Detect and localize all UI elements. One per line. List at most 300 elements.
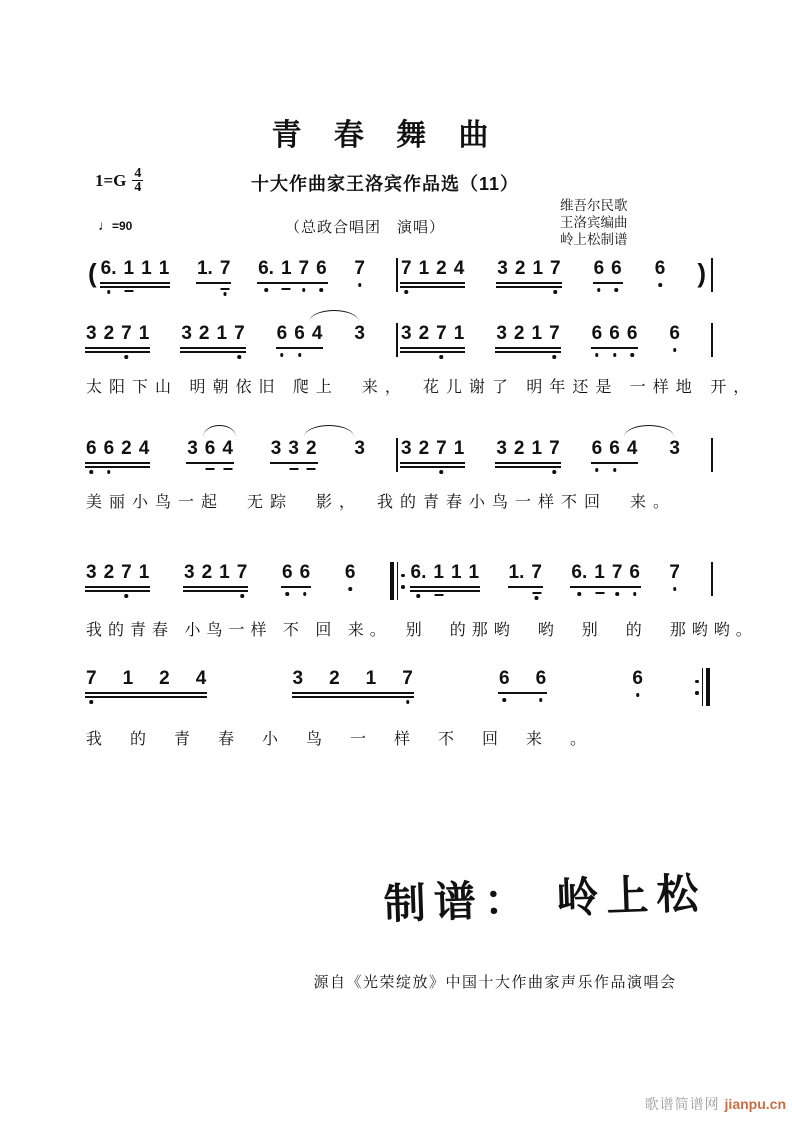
octave-marks [90, 470, 94, 474]
note [277, 323, 288, 345]
octave-marks [240, 594, 244, 598]
note [104, 562, 115, 584]
note [202, 562, 213, 584]
note-group [400, 258, 465, 280]
tie-arc [309, 310, 359, 322]
beam-line [85, 586, 150, 588]
note-number: 3 [496, 323, 507, 344]
note-group [410, 562, 481, 584]
note-number: 7 [234, 323, 245, 344]
note-number: 3 [401, 323, 412, 344]
note [655, 258, 666, 280]
note-number: 6 [632, 668, 643, 689]
note-number: 2 [513, 323, 525, 344]
note [159, 258, 170, 280]
octave-marks [90, 700, 94, 704]
octave-marks [636, 693, 640, 697]
octave-dot [358, 283, 362, 287]
octave-marks [613, 468, 617, 472]
site-watermark [645, 1094, 786, 1114]
octave-marks [264, 288, 268, 292]
measure [400, 323, 709, 345]
octave-marks [578, 592, 582, 596]
note-number: 7 [669, 562, 680, 583]
octave-marks [405, 290, 409, 294]
source-note: 源自《光荣绽放》中国十大作曲家声乐作品演唱会 [313, 974, 677, 991]
note-number: 6 [591, 438, 603, 459]
octave-marks [107, 470, 111, 474]
octave-dot [673, 348, 677, 352]
note-number: 1 [138, 562, 150, 583]
note-group [257, 258, 328, 280]
octave-marks [417, 594, 421, 598]
note-number: 7 [354, 258, 365, 279]
note [141, 258, 152, 280]
note [536, 668, 547, 690]
repeat-dots [695, 680, 699, 695]
octave-dot [90, 470, 94, 474]
note [496, 323, 507, 345]
note-group [85, 562, 150, 584]
note-number: 6. [410, 562, 427, 583]
score-system-5 [85, 668, 715, 749]
barline [711, 323, 713, 357]
time-signature-denominator: 4 [134, 180, 142, 195]
note-number: 7 [531, 562, 542, 583]
note [237, 562, 248, 584]
octave-marks [358, 283, 362, 287]
note-number: 3 [354, 323, 365, 344]
note [531, 438, 542, 460]
note-number: 3 [288, 438, 299, 459]
repeat-end-barline [695, 668, 710, 706]
octave-dot [125, 355, 129, 359]
thick-barline [706, 668, 710, 706]
beam-line [400, 462, 465, 464]
note [197, 258, 213, 280]
octave-marks [440, 355, 444, 359]
beam-line [85, 696, 207, 698]
note [366, 668, 377, 690]
note-number: 7 [401, 258, 412, 279]
note [281, 258, 292, 280]
key-signature: 1=G [95, 170, 127, 190]
octave-marks [630, 353, 634, 357]
note [86, 668, 97, 690]
note [669, 562, 680, 584]
octave-dot [298, 353, 302, 357]
note [288, 438, 299, 460]
repeat-dot [401, 574, 405, 578]
barline [396, 438, 398, 472]
octave-marks [553, 355, 557, 359]
credit-transcriber: 岭上松制谱 [560, 232, 628, 247]
note-number: 3 [86, 323, 97, 344]
note [402, 668, 413, 690]
barline [396, 258, 398, 292]
note-number: 1 [531, 438, 543, 459]
note [104, 323, 115, 345]
note [271, 438, 282, 460]
octave-dot [553, 355, 557, 359]
octave-dot [348, 587, 352, 591]
beam-dash [221, 288, 230, 290]
beam-line [495, 351, 560, 353]
barline [396, 323, 398, 357]
octave-marks [303, 592, 307, 596]
performer-note: （总政合唱团 演唱） [284, 219, 446, 236]
beam-line [591, 462, 639, 464]
octave-marks [503, 698, 507, 702]
note-group [591, 323, 639, 345]
beam-line [400, 466, 465, 468]
note [629, 562, 640, 584]
note [611, 258, 622, 280]
beam-dash [289, 468, 298, 470]
note [139, 438, 150, 460]
note-number: 3 [354, 438, 365, 459]
note-group [498, 668, 547, 690]
note-number: 3 [270, 438, 282, 459]
octave-dot [240, 594, 244, 598]
thin-barline [397, 562, 399, 600]
note-number: 6 [103, 438, 115, 459]
note-number: 7 [436, 438, 447, 459]
note [220, 258, 231, 280]
note [86, 438, 97, 460]
note [669, 438, 680, 460]
beam-line [183, 590, 248, 592]
octave-dot [417, 594, 421, 598]
note-number: 1 [468, 562, 480, 583]
note-group [668, 562, 681, 584]
beam-line [281, 586, 311, 588]
octave-marks [613, 353, 617, 357]
beam-line [400, 351, 465, 353]
measure [400, 438, 709, 460]
watermark-site-name: 歌谱简谱网 [644, 1096, 725, 1112]
octave-marks [658, 283, 662, 287]
beam-line [276, 347, 324, 349]
note [433, 562, 444, 584]
credits-block [560, 197, 628, 248]
note-number: 2 [103, 562, 115, 583]
octave-marks [673, 587, 677, 591]
beam-line [495, 462, 560, 464]
note-number: 7 [219, 258, 231, 279]
note-number: 6 [609, 323, 620, 344]
octave-marks [597, 288, 601, 292]
note [609, 438, 620, 460]
octave-dot [554, 290, 558, 294]
octave-dot [595, 353, 599, 357]
note [532, 258, 543, 280]
note-number: 3 [86, 562, 97, 583]
beam-dash [434, 594, 443, 596]
octave-dot [440, 355, 444, 359]
note-group [180, 323, 245, 345]
score-system-4 [85, 562, 758, 640]
note-number: 2 [513, 438, 525, 459]
octave-dot [107, 290, 111, 294]
credit-origin: 维吾尔民歌 [560, 198, 628, 213]
note [300, 562, 311, 584]
note [514, 323, 525, 345]
beam-line [196, 282, 231, 284]
note [531, 562, 542, 584]
beam-dash [206, 468, 215, 470]
octave-dot [280, 353, 284, 357]
beam-line [496, 282, 561, 284]
measure [85, 438, 394, 460]
song-title: 青 春 舞 曲 [271, 119, 501, 152]
note [121, 323, 132, 345]
note-number: 1 [122, 668, 134, 689]
octave-marks [223, 468, 232, 470]
note [531, 323, 542, 345]
note-number: 6. [100, 258, 117, 279]
octave-dot [90, 700, 94, 704]
octave-marks [434, 594, 443, 596]
note-number: 7 [436, 323, 447, 344]
note [312, 323, 323, 345]
note-group [668, 323, 681, 345]
note-number: 1 [216, 323, 228, 344]
note-group [508, 562, 543, 584]
note [496, 438, 507, 460]
beam-line [85, 351, 150, 353]
beam-line [183, 586, 248, 588]
note [669, 323, 680, 345]
note-group [591, 438, 639, 460]
note [627, 323, 638, 345]
note [196, 668, 207, 690]
octave-marks [406, 700, 410, 704]
beam-line [100, 286, 171, 288]
credit-arranger: 王洛宾编曲 [560, 215, 628, 230]
lyrics-line: 我的青春 小鸟一样 不 回 来。 别 的那哟 哟 别 的 那哟哟。 [86, 622, 758, 639]
octave-marks [206, 468, 215, 470]
note-number: 3 [187, 438, 198, 459]
note [499, 668, 510, 690]
note-number: 6 [499, 668, 510, 689]
note-number: 3 [496, 438, 507, 459]
note-group [186, 438, 234, 460]
lyrics-line: 太阳下山 明朝依旧 爬上 来， 花儿谢了 明年还是 一样地 开， [86, 379, 757, 396]
octave-dot [107, 470, 111, 474]
lyrics-line: 我的青春小鸟一样不回来。 [86, 731, 615, 748]
beam-line [508, 586, 543, 588]
beam-line [257, 282, 328, 284]
note [139, 562, 150, 584]
note [401, 258, 412, 280]
note-group [668, 438, 681, 460]
note [550, 258, 561, 280]
octave-dot [223, 292, 227, 296]
octave-marks [280, 353, 284, 357]
note-number: 1 [433, 562, 444, 583]
note [549, 323, 560, 345]
beam-line [180, 351, 245, 353]
repeat-dots [401, 574, 405, 589]
note-group [400, 438, 465, 460]
note-number: 3 [497, 258, 508, 279]
beam-line [85, 462, 150, 464]
note [354, 323, 365, 345]
measure [85, 323, 394, 345]
octave-marks [348, 587, 352, 591]
note [436, 438, 447, 460]
note-number: 4 [222, 438, 233, 459]
octave-marks [282, 288, 291, 290]
note-group [85, 323, 150, 345]
octave-dot [406, 700, 410, 704]
note-number: 4 [138, 438, 150, 459]
beam-line [186, 462, 234, 464]
beam-line [270, 462, 318, 464]
tie-arc [203, 425, 236, 437]
octave-marks [302, 288, 306, 292]
note [594, 258, 605, 280]
note-number: 2 [121, 438, 132, 459]
octave-dot [636, 693, 640, 697]
note-number: 1. [508, 562, 525, 583]
note-number: 6 [535, 668, 547, 689]
note [401, 323, 412, 345]
note-number: 1 [158, 258, 170, 279]
note [121, 438, 132, 460]
octave-marks [307, 468, 316, 470]
beam-line [495, 347, 560, 349]
octave-marks [298, 353, 302, 357]
note [451, 562, 462, 584]
beam-line [400, 286, 465, 288]
octave-marks [615, 592, 619, 596]
note-group [495, 438, 560, 460]
note-group [276, 323, 324, 345]
measure [85, 668, 690, 690]
note-group [593, 258, 623, 280]
note-number: 1 [531, 323, 543, 344]
note-number: 3 [292, 668, 304, 689]
octave-dot [658, 283, 662, 287]
note [181, 323, 192, 345]
note [139, 323, 150, 345]
note [609, 323, 620, 345]
note-number: 4 [311, 323, 323, 344]
key-time-signature [95, 167, 143, 194]
note [329, 668, 340, 690]
note [354, 438, 365, 460]
note-group [292, 668, 414, 690]
beam-line [570, 586, 641, 588]
octave-dot [503, 698, 507, 702]
note-number: 6 [591, 323, 603, 344]
note-group [400, 323, 465, 345]
open-paren: ( [88, 258, 97, 288]
note [258, 258, 274, 280]
octave-marks [673, 348, 677, 352]
beam-line [593, 282, 623, 284]
note [184, 562, 195, 584]
beam-line [410, 590, 481, 592]
octave-dot [539, 698, 543, 702]
note-number: 2 [329, 668, 340, 689]
note [454, 323, 465, 345]
beam-line [292, 692, 414, 694]
octave-marks [539, 698, 543, 702]
note [101, 258, 117, 280]
note-number: 1 [450, 562, 462, 583]
octave-dot [578, 592, 582, 596]
note [306, 438, 317, 460]
note-number: 1 [418, 258, 430, 279]
note [419, 258, 430, 280]
note-number: 6 [294, 323, 305, 344]
note [571, 562, 587, 584]
note-group [196, 258, 231, 280]
octave-marks [107, 290, 111, 294]
note [627, 438, 638, 460]
score-system-1 [85, 258, 715, 292]
time-signature-numerator: 4 [134, 166, 142, 181]
tie-arc [304, 425, 354, 437]
octave-marks [615, 288, 619, 292]
note-number: 7 [549, 438, 560, 459]
note [104, 438, 115, 460]
octave-dot [440, 470, 444, 474]
note [514, 438, 525, 460]
note-number: 6 [593, 258, 605, 279]
note-number: 7 [236, 562, 248, 583]
note [411, 562, 427, 584]
beam-line [85, 692, 207, 694]
note-number: 7 [121, 562, 132, 583]
note [419, 438, 430, 460]
note-number: 6 [299, 562, 311, 583]
octave-marks [553, 470, 557, 474]
octave-dot [673, 587, 677, 591]
note [216, 323, 227, 345]
note [199, 323, 210, 345]
note [436, 323, 447, 345]
octave-dot [238, 355, 242, 359]
octave-dot [630, 353, 634, 357]
octave-dot [613, 353, 617, 357]
note-number: 1. [196, 258, 213, 279]
note-number: 1 [532, 258, 544, 279]
octave-dot [535, 596, 539, 600]
note [469, 562, 480, 584]
note [293, 668, 304, 690]
octave-marks [320, 288, 324, 292]
note-group [496, 258, 561, 280]
note-number: 2 [103, 323, 115, 344]
beam-line [85, 466, 150, 468]
notation-row [85, 323, 715, 357]
measure [400, 258, 694, 280]
octave-dot [595, 468, 599, 472]
transcriber-signature: 制谱： 岭上松 [383, 868, 708, 929]
notation-row [85, 668, 715, 706]
album-subtitle: 十大作曲家王洛宾作品选（11） [250, 174, 520, 194]
notation-row [85, 562, 715, 600]
octave-marks [125, 594, 129, 598]
note-number: 1 [280, 258, 292, 279]
note-number: 1 [594, 562, 605, 583]
beam-line [100, 282, 171, 284]
note [354, 258, 365, 280]
